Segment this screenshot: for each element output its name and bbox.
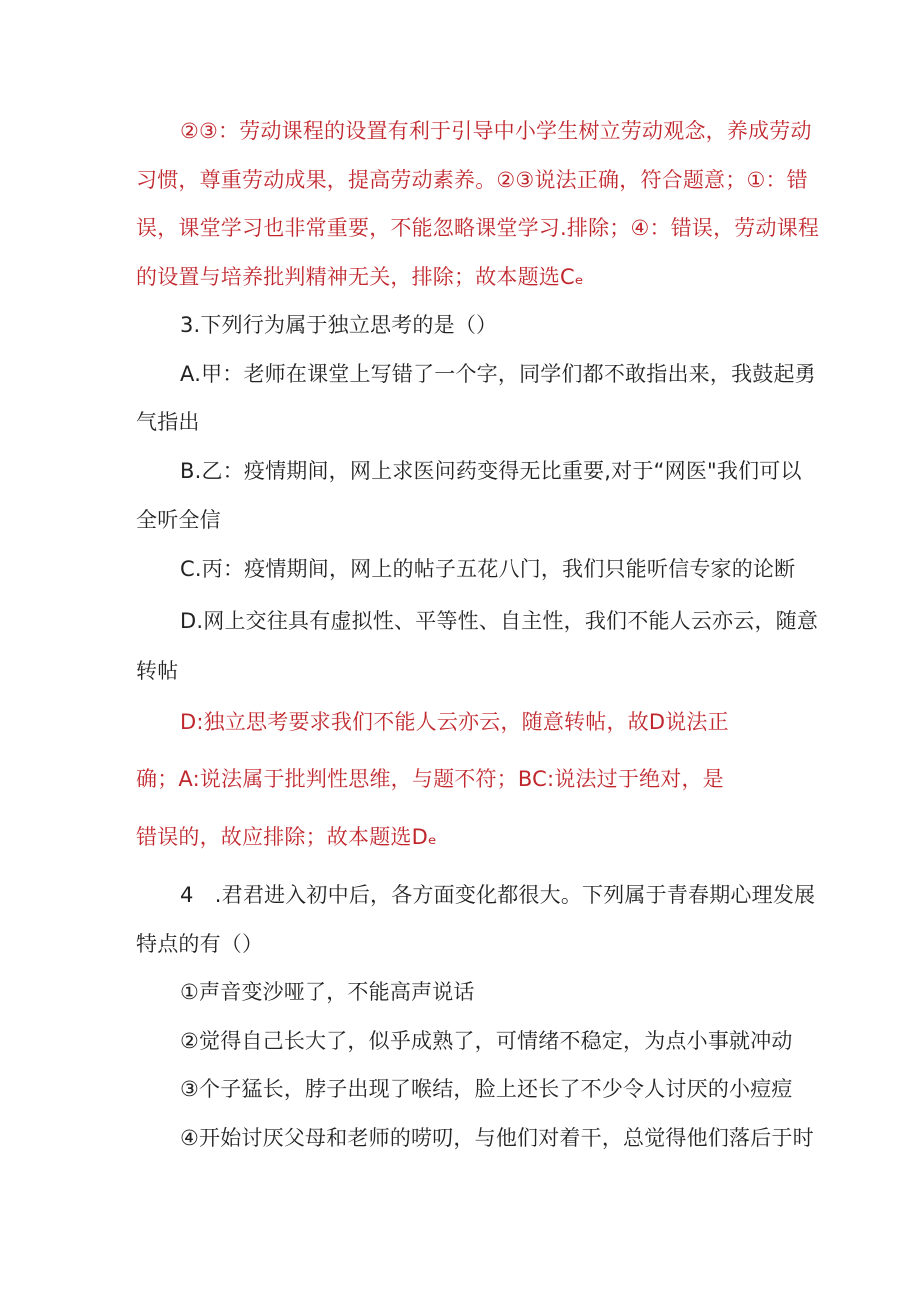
question4-stem: 4 .君君进入初中后，各方面变化都很大。下列属于青春期心理发展 (180, 883, 816, 907)
answer2-line-1: ②③：劳动课程的设置有利于引导中小学生树立劳动观念，养成劳动 (180, 119, 812, 143)
question3-option-c: C.丙：疫情期间，网上的帖子五花八门，我们只能听信专家的论断 (180, 557, 796, 581)
answer2-line-4: 的设置与培养批判精神无关，排除；故本题选Cₑ (136, 265, 584, 289)
question3-stem: 3.下列行为属于独立思考的是（） (180, 313, 498, 337)
answer3-line-1: D:独立思考要求我们不能人云亦云，随意转帖，故D说法正 (180, 710, 729, 734)
answer2-line-3: 误，课堂学习也非常重要，不能忽略课堂学习.排除；④：错误，劳动课程 (136, 216, 820, 240)
question3-option-a-cont: 气指出 (136, 410, 200, 434)
question3-option-b: B.乙：疫情期间，网上求医问药变得无比重要,对于“网医"我们可以 (180, 459, 802, 483)
question3-option-b-cont: 全听全信 (136, 508, 221, 532)
question3-option-a: A.甲：老师在课堂上写错了一个字，同学们都不敢指出来，我鼓起勇 (180, 362, 816, 386)
question4-item-4: ④开始讨厌父母和老师的唠叨，与他们对着干，总觉得他们落后于时 (180, 1126, 814, 1150)
answer3-line-3: 错误的，故应排除；故本题选Dₑ (136, 825, 437, 849)
question4-item-3: ③个子猛长，脖子出现了喉结，脸上还长了不少令人讨厌的小痘痘 (180, 1077, 793, 1101)
question4-item-1: ①声音变沙哑了，不能高声说话 (180, 980, 475, 1004)
question4-stem-cont: 特点的有（） (136, 932, 264, 956)
question3-option-d: D.网上交往具有虚拟性、平等性、自主性，我们不能人云亦云，随意 (180, 609, 819, 633)
answer2-line-2: 习惯，尊重劳动成果，提高劳动素养。②③说法正确，符合题意；①：错 (136, 168, 808, 192)
answer3-line-2: 确；A:说法属于批判性思维，与题不符；BC:说法过于绝对，是 (136, 767, 724, 791)
question3-option-d-cont: 转帖 (136, 659, 179, 683)
question4-item-2: ②觉得自己长大了，似乎成熟了，可情绪不稳定，为点小事就冲动 (180, 1029, 793, 1053)
